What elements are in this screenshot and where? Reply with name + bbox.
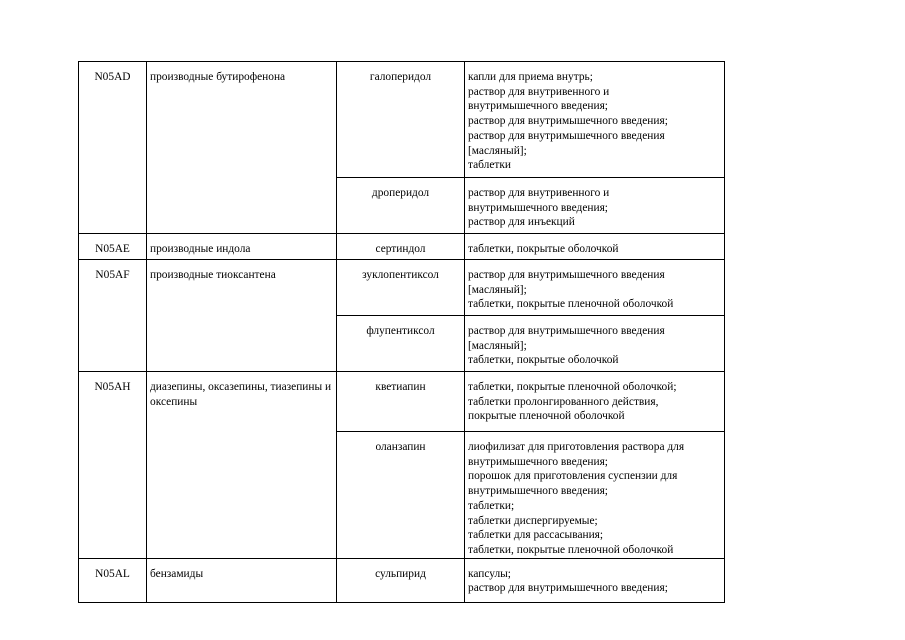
dosage-form-line: таблетки, покрытые оболочкой bbox=[468, 243, 619, 255]
dosage-form-line: внутримышечного введения; bbox=[468, 485, 608, 498]
dosage-form-line: раствор для внутримышечного введения; bbox=[468, 115, 668, 128]
atc-code-cell: N05AF bbox=[79, 260, 147, 372]
dosage-form-line: таблетки, покрытые пленочной оболочкой; bbox=[468, 381, 677, 393]
dosage-forms-cell bbox=[465, 432, 725, 559]
dosage-forms-cell bbox=[465, 260, 725, 316]
atc-code-cell: N05AD bbox=[79, 62, 147, 234]
drug-group-cell: производные индола bbox=[147, 234, 337, 260]
drug-name-cell: сертиндол bbox=[337, 234, 465, 260]
dosage-form-line: раствор для внутримышечного введения; bbox=[468, 582, 668, 595]
dosage-form-line: таблетки, покрытые пленочной оболочкой bbox=[468, 543, 674, 556]
drug-group-cell: производные тиоксантена bbox=[147, 260, 337, 372]
dosage-form-line: внутримышечного введения; bbox=[468, 455, 608, 468]
dosage-form-line: таблетки, покрытые оболочкой bbox=[468, 354, 619, 367]
dosage-form-line: раствор для внутримышечного введения bbox=[468, 129, 665, 142]
drug-group-cell: производные бутирофенона bbox=[147, 62, 337, 234]
table-row bbox=[79, 558, 725, 602]
dosage-forms-cell bbox=[465, 234, 725, 260]
drug-name-cell: дроперидол bbox=[337, 178, 465, 234]
drug-name-cell: сульпирид bbox=[337, 558, 465, 602]
dosage-form-line: [масляный]; bbox=[468, 339, 527, 352]
drug-name-cell: оланзапин bbox=[337, 432, 465, 559]
drug-name-cell: флупентиксол bbox=[337, 316, 465, 372]
dosage-forms-cell bbox=[465, 62, 725, 178]
dosage-form-line: таблетки bbox=[468, 159, 512, 172]
dosage-form-line: [масляный]; bbox=[468, 283, 527, 296]
dosage-form-line: таблетки; bbox=[468, 499, 515, 512]
dosage-form-line: внутримышечного введения; bbox=[468, 201, 608, 214]
drug-table bbox=[78, 61, 725, 603]
dosage-forms-cell bbox=[465, 558, 725, 602]
dosage-forms-cell bbox=[465, 178, 725, 234]
atc-code-cell: N05AE bbox=[79, 234, 147, 260]
dosage-form-line: таблетки пролонгированного действия, bbox=[468, 395, 659, 408]
dosage-form-line: капсулы; bbox=[468, 567, 511, 580]
dosage-form-line: покрытые пленочной оболочкой bbox=[468, 410, 625, 423]
drug-table-body bbox=[79, 62, 725, 603]
table-row bbox=[79, 372, 725, 432]
drug-group-cell: бензамиды bbox=[147, 558, 337, 602]
dosage-form-line: капли для приема внутрь; bbox=[468, 71, 593, 83]
dosage-form-line: раствор для внутримышечного введения bbox=[468, 269, 665, 281]
dosage-form-line: внутримышечного введения; bbox=[468, 100, 608, 113]
drug-name-cell: галоперидол bbox=[337, 62, 465, 178]
table-row bbox=[79, 260, 725, 316]
drug-name-cell: кветиапин bbox=[337, 372, 465, 432]
dosage-form-line: таблетки для рассасывания; bbox=[468, 529, 604, 542]
table-row bbox=[79, 62, 725, 178]
dosage-form-line: раствор для инъекций bbox=[468, 216, 575, 229]
drug-group-cell: диазепины, оксазепины, тиазепины и оксепины bbox=[147, 372, 337, 559]
table-row bbox=[79, 234, 725, 260]
atc-code-cell: N05AH bbox=[79, 372, 147, 559]
dosage-form-line: порошок для приготовления суспензии для bbox=[468, 470, 678, 483]
dosage-form-line: раствор для внутривенного и bbox=[468, 85, 610, 98]
dosage-form-line: раствор для внутривенного и bbox=[468, 187, 610, 199]
dosage-form-line: раствор для внутримышечного введения bbox=[468, 325, 665, 337]
dosage-form-line: [масляный]; bbox=[468, 144, 527, 157]
dosage-form-line: таблетки диспергируемые; bbox=[468, 514, 598, 527]
dosage-form-line: таблетки, покрытые пленочной оболочкой bbox=[468, 298, 674, 311]
dosage-form-line: лиофилизат для приготовления раствора для bbox=[468, 441, 685, 453]
atc-code-cell: N05AL bbox=[79, 558, 147, 602]
dosage-forms-cell bbox=[465, 316, 725, 372]
drug-name-cell: зуклопентиксол bbox=[337, 260, 465, 316]
dosage-forms-cell bbox=[465, 372, 725, 432]
